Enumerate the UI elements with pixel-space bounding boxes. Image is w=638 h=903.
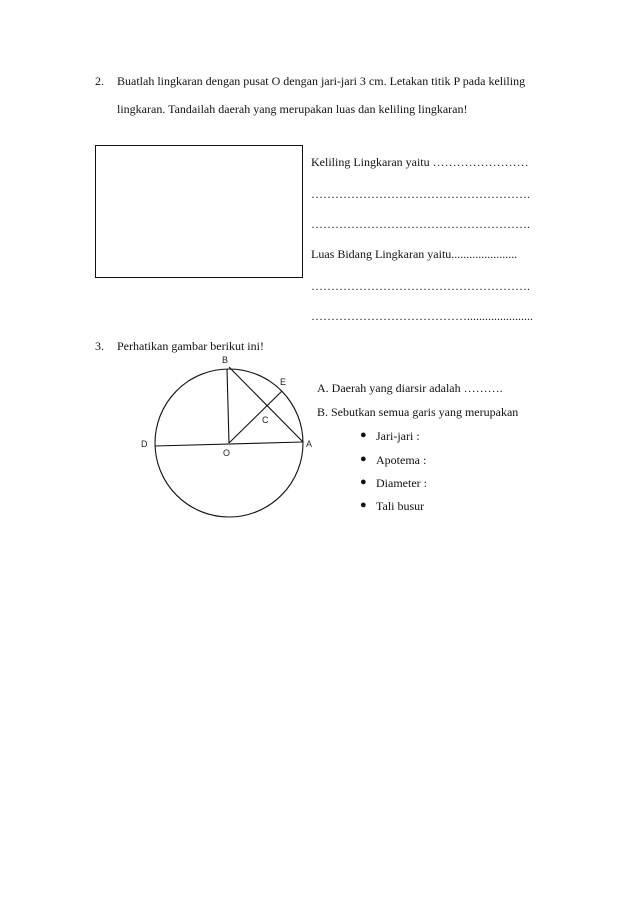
answer-line-luas-dots-1: ………………………………………………. [311,279,530,293]
answer-line-luas-dots-2: …………………………………...................... [311,309,533,323]
bullet-apotema: Apotema : [376,453,427,467]
bullet-tali-busur: Tali busur [376,499,425,513]
label-A: A [306,439,313,449]
line-OB [227,369,229,443]
label-B: B [222,355,229,365]
bullet-icon: ● [360,429,367,441]
bullet-icon: ● [360,476,367,488]
label-D: D [141,439,148,449]
bullet-icon: ● [360,453,367,465]
bullet-jari-jari: Jari-jari : [376,429,420,443]
answer-line-keliling-dots-2: ………………………………………………. [311,217,530,231]
answer-line-keliling: Keliling Lingkaran yaitu …………………… [311,155,529,169]
label-O: O [223,448,231,458]
q2-text-line1: Buatlah lingkaran dengan pusat O dengan jari-jari 3 cm. Letakan titik P pada keliling [117,74,526,88]
q3-number: 3. [95,339,104,353]
bullet-icon: ● [360,499,367,511]
label-C: C [262,415,269,425]
answer-line-keliling-dots-1: ………………………………………………. [311,187,530,201]
q3-prompt: Perhatikan gambar berikut ini! [117,339,264,353]
q3-part-a: A. Daerah yang diarsir adalah ………. [317,381,503,395]
q2-number: 2. [95,74,104,88]
q2-text-line2: lingkaran. Tandailah daerah yang merupakan luas dan keliling lingkaran! [117,102,468,116]
line-OE [229,391,282,443]
q3-part-b: B. Sebutkan semua garis yang merupakan [317,405,519,419]
answer-line-luas: Luas Bidang Lingkaran yaitu...................... [311,247,518,261]
bullet-diameter: Diameter : [376,476,427,490]
label-E: E [280,377,287,387]
